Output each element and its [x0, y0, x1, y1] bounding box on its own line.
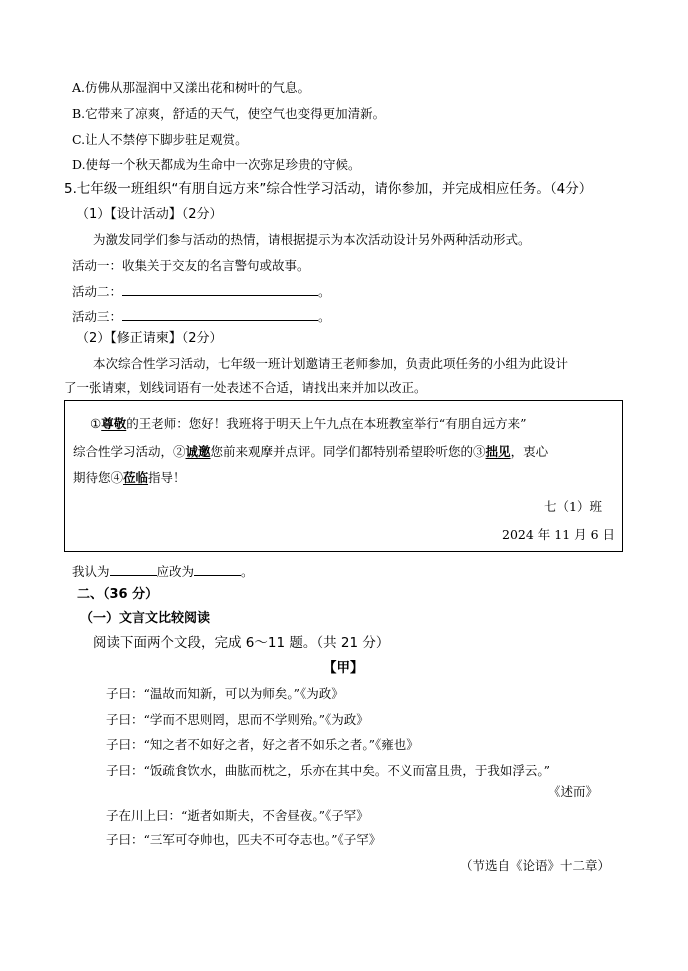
activity-1: 活动一：收集关于交友的名言警句或故事。: [72, 258, 310, 273]
answer-blank-1[interactable]: [110, 563, 157, 576]
part1-heading: （1）【设计活动】（2分）: [76, 207, 223, 222]
part2-instruction-2: 了一张请柬，划线词语有一处表述不合适，请找出来并加以改正。: [64, 380, 427, 395]
passage-line-6: 子曰：“三军可夺帅也，匹夫不可夺志也。”《子罕》: [106, 832, 382, 847]
activity-2-line: [72, 283, 331, 300]
section-2-heading: 二、（36 分）: [77, 587, 159, 602]
passage-line-2: 子曰：“学而不思则罔，思而不学则殆。”《为政》: [106, 712, 369, 727]
passage-line-4-source: 《述而》: [548, 784, 599, 799]
letter-text-1: 的王老师：您好！我班将于明天上午九点在本班教室举行“有朋自远方来”: [126, 416, 527, 431]
passage-line-1: 子曰：“温故而知新，可以为师矣。”《为政》: [106, 686, 344, 701]
letter-line-2: [73, 444, 548, 460]
part2-instruction-1: 本次综合性学习活动，七年级一班计划邀请王老师参加，负责此项任务的小组为此设计: [93, 356, 569, 371]
passage-line-5: 子在川上曰：“逝者如斯夫，不舍昼夜。”《子罕》: [106, 808, 369, 823]
part1-instruction: 为激发同学们参与活动的热情，请根据提示为本次活动设计另外两种活动形式。: [93, 232, 531, 247]
option-a: A.仿佛从那湿润中又漾出花和树叶的气息。: [72, 80, 311, 95]
underlined-word-3: 拙见: [485, 444, 511, 459]
letter-text-3a: 期待您④: [73, 470, 124, 485]
passage-title: 【甲】: [323, 660, 364, 676]
letter-text-2c: ，衷心: [510, 444, 549, 459]
underlined-word-2: 诚邀: [185, 444, 211, 459]
answer-mid: 应改为: [156, 564, 195, 579]
activity-3-blank[interactable]: [122, 308, 318, 321]
letter-line-3: [73, 470, 186, 486]
option-b: B.它带来了凉爽，舒适的天气，使空气也变得更加清新。: [72, 106, 386, 121]
letter-text-2a: 综合性学习活动，②: [73, 444, 186, 459]
letter-text-3b: 指导！: [148, 470, 186, 485]
section-2-instruction: 阅读下面两个文段，完成 6～11 题。（共 21 分）: [93, 635, 390, 651]
underlined-word-1: 尊敬: [101, 416, 127, 431]
part2-heading: （2）【修正请柬】（2分）: [76, 331, 223, 346]
activity-2-period: 。: [318, 284, 331, 299]
passage-line-3: 子曰：“知之者不如好之者，好之者不如乐之者。”《雍也》: [106, 737, 419, 752]
answer-blank-2[interactable]: [194, 563, 241, 576]
option-d: D.使每一个秋天都成为生命中一次弥足珍贵的守候。: [72, 157, 361, 172]
answer-line: [72, 563, 254, 580]
answer-prefix: 我认为: [72, 564, 110, 579]
passage-source: （节选自《论语》十二章）: [460, 858, 611, 873]
letter-text-2b: 您前来观摩并点评。同学们都特别希望聆听您的③: [210, 444, 486, 459]
marker-1: ①: [90, 416, 102, 431]
letter-signature: 七（1）班: [544, 499, 602, 514]
activity-2-label: 活动二：: [72, 284, 123, 299]
option-c: C.让人不禁停下脚步驻足观赏。: [72, 132, 248, 147]
letter-line-1: [90, 416, 527, 432]
activity-2-blank[interactable]: [122, 283, 318, 296]
passage-line-4: 子曰：“饭疏食饮水，曲肱而枕之，乐亦在其中矣。不义而富且贵，于我如浮云。”: [106, 763, 551, 778]
answer-end: 。: [241, 564, 254, 579]
activity-3-line: [72, 308, 331, 325]
activity-3-period: 。: [318, 309, 331, 324]
activity-3-label: 活动三：: [72, 309, 123, 324]
underlined-word-4: 莅临: [123, 470, 149, 485]
section-2-subheading: （一）文言文比较阅读: [80, 611, 211, 626]
letter-date: 2024 年 11 月 6 日: [502, 527, 616, 542]
question-5-title: 5.七年级一班组织“有朋自远方来”综合性学习活动，请你参加，并完成相应任务。（4分）: [64, 181, 593, 197]
